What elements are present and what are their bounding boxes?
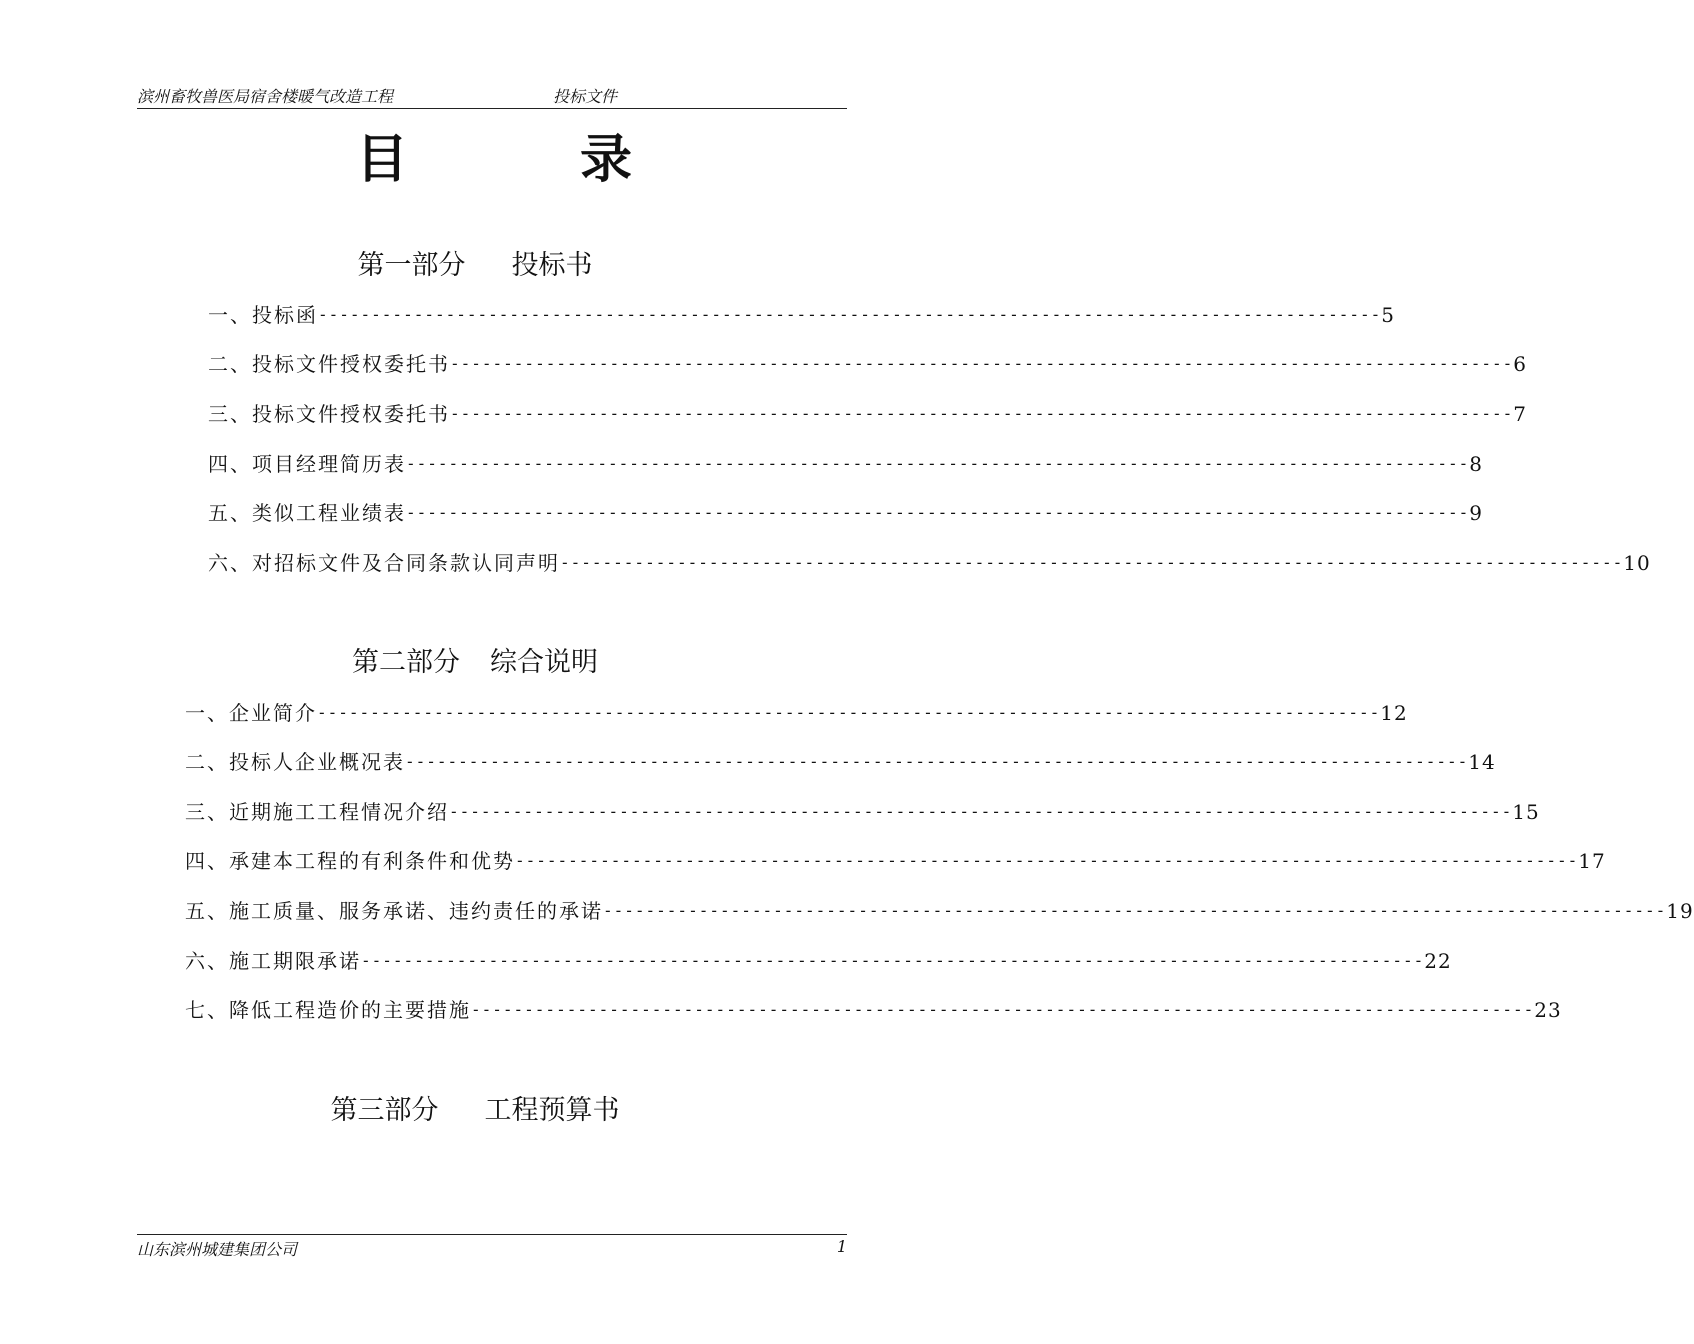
- toc-entry-page: 5: [1381, 303, 1396, 327]
- part1-heading: [0, 246, 950, 286]
- toc-entry-index: 二、: [208, 352, 252, 376]
- part3-heading: [0, 1091, 950, 1131]
- toc-leader-dashes: ----------------------------------------------------------------------------------------------------: [317, 703, 1381, 722]
- toc-entry-index: 五、: [208, 501, 252, 525]
- toc-entry-page: 12: [1380, 701, 1408, 725]
- part1-name: 投标书: [511, 250, 593, 281]
- toc-entry-label: 企业简介: [229, 701, 317, 725]
- toc-entry-page: 10: [1623, 551, 1651, 575]
- part3-name: 工程预算书: [484, 1095, 620, 1126]
- toc-leader-dashes: ----------------------------------------------------------------------------------------------------: [361, 951, 1425, 970]
- toc-entry-label: 施工质量、服务承诺、违约责任的承诺: [229, 899, 603, 923]
- toc-entry-label: 近期施工工程情况介绍: [229, 800, 449, 824]
- toc-leader-dashes: ----------------------------------------------------------------------------------------------------: [449, 802, 1513, 821]
- toc-entry-page: 7: [1513, 402, 1528, 426]
- header-project-title: 滨州畜牧兽医局宿舍楼暖气改造工程: [137, 87, 394, 106]
- toc-entry[interactable]: [185, 896, 1694, 926]
- toc-entry-label: 类似工程业绩表: [252, 501, 406, 525]
- page-title: [0, 128, 950, 198]
- toc-entry[interactable]: [208, 449, 1484, 479]
- footer-page-number: 1: [836, 1237, 847, 1256]
- toc-entry[interactable]: [185, 995, 1562, 1025]
- toc-entry[interactable]: [208, 349, 1528, 379]
- toc-entry[interactable]: [185, 698, 1408, 728]
- toc-entry-page: 8: [1469, 452, 1484, 476]
- toc-entry-label: 投标函: [252, 303, 318, 327]
- toc-entry-label: 对招标文件及合同条款认同声明: [252, 551, 560, 575]
- toc-leader-dashes: ----------------------------------------------------------------------------------------------------: [318, 305, 1382, 324]
- toc-entry-label: 投标文件授权委托书: [252, 402, 450, 426]
- part2-name: 综合说明: [490, 647, 598, 678]
- toc-entry-label: 承建本工程的有利条件和优势: [229, 849, 515, 873]
- header-document-type: 投标文件: [553, 87, 618, 106]
- toc-entry[interactable]: [185, 797, 1540, 827]
- toc-leader-dashes: ----------------------------------------------------------------------------------------------------: [450, 354, 1514, 373]
- toc-entry-label: 项目经理简历表: [252, 452, 406, 476]
- part3-label: 第三部分: [330, 1095, 439, 1126]
- toc-entry-page: 19: [1666, 899, 1694, 923]
- toc-leader-dashes: ----------------------------------------------------------------------------------------------------: [450, 404, 1514, 423]
- toc-leader-dashes: ----------------------------------------------------------------------------------------------------: [406, 454, 1470, 473]
- toc-entry-page: 6: [1513, 352, 1528, 376]
- toc-entry-index: 三、: [208, 402, 252, 426]
- toc-entry-page: 15: [1512, 800, 1540, 824]
- toc-leader-dashes: ----------------------------------------------------------------------------------------------------: [560, 553, 1624, 572]
- part2-heading: [0, 643, 950, 683]
- toc-entry-index: 四、: [185, 849, 229, 873]
- toc-leader-dashes: ----------------------------------------------------------------------------------------------------: [515, 851, 1579, 870]
- toc-leader-dashes: ----------------------------------------------------------------------------------------------------: [603, 901, 1667, 920]
- toc-entry-index: 一、: [185, 701, 229, 725]
- toc-entry-page: 14: [1468, 750, 1496, 774]
- toc-leader-dashes: ----------------------------------------------------------------------------------------------------: [406, 503, 1470, 522]
- toc-entry-index: 四、: [208, 452, 252, 476]
- toc-entry-page: 9: [1469, 501, 1484, 525]
- toc-entry-index: 六、: [208, 551, 252, 575]
- toc-entry[interactable]: [185, 747, 1496, 777]
- toc-entry-index: 三、: [185, 800, 229, 824]
- toc-entry-page: 22: [1424, 949, 1452, 973]
- toc-entry-page: 23: [1534, 998, 1562, 1022]
- toc-entry[interactable]: [208, 498, 1484, 528]
- toc-entry[interactable]: [208, 548, 1651, 578]
- title-char-1: 目: [356, 130, 409, 190]
- part2-label: 第二部分: [352, 647, 460, 678]
- page-header: [137, 84, 847, 109]
- toc-entry-index: 一、: [208, 303, 252, 327]
- toc-leader-dashes: ----------------------------------------------------------------------------------------------------: [471, 1000, 1535, 1019]
- toc-entry-index: 五、: [185, 899, 229, 923]
- toc-entry[interactable]: [185, 946, 1452, 976]
- toc-entry-label: 投标人企业概况表: [229, 750, 405, 774]
- toc-entry[interactable]: [208, 300, 1396, 330]
- footer-company: 山东滨州城建集团公司: [137, 1240, 298, 1259]
- toc-entry-page: 17: [1578, 849, 1606, 873]
- toc-entry-index: 二、: [185, 750, 229, 774]
- part1-label: 第一部分: [357, 250, 466, 281]
- toc-entry[interactable]: [208, 399, 1528, 429]
- toc-entry-label: 投标文件授权委托书: [252, 352, 450, 376]
- toc-entry-label: 施工期限承诺: [229, 949, 361, 973]
- toc-entry-label: 降低工程造价的主要措施: [229, 998, 471, 1022]
- toc-leader-dashes: ----------------------------------------------------------------------------------------------------: [405, 752, 1469, 771]
- toc-entry-index: 六、: [185, 949, 229, 973]
- toc-entry-index: 七、: [185, 998, 229, 1022]
- toc-entry[interactable]: [185, 846, 1606, 876]
- title-char-2: 录: [580, 130, 633, 190]
- page-footer: [137, 1234, 847, 1259]
